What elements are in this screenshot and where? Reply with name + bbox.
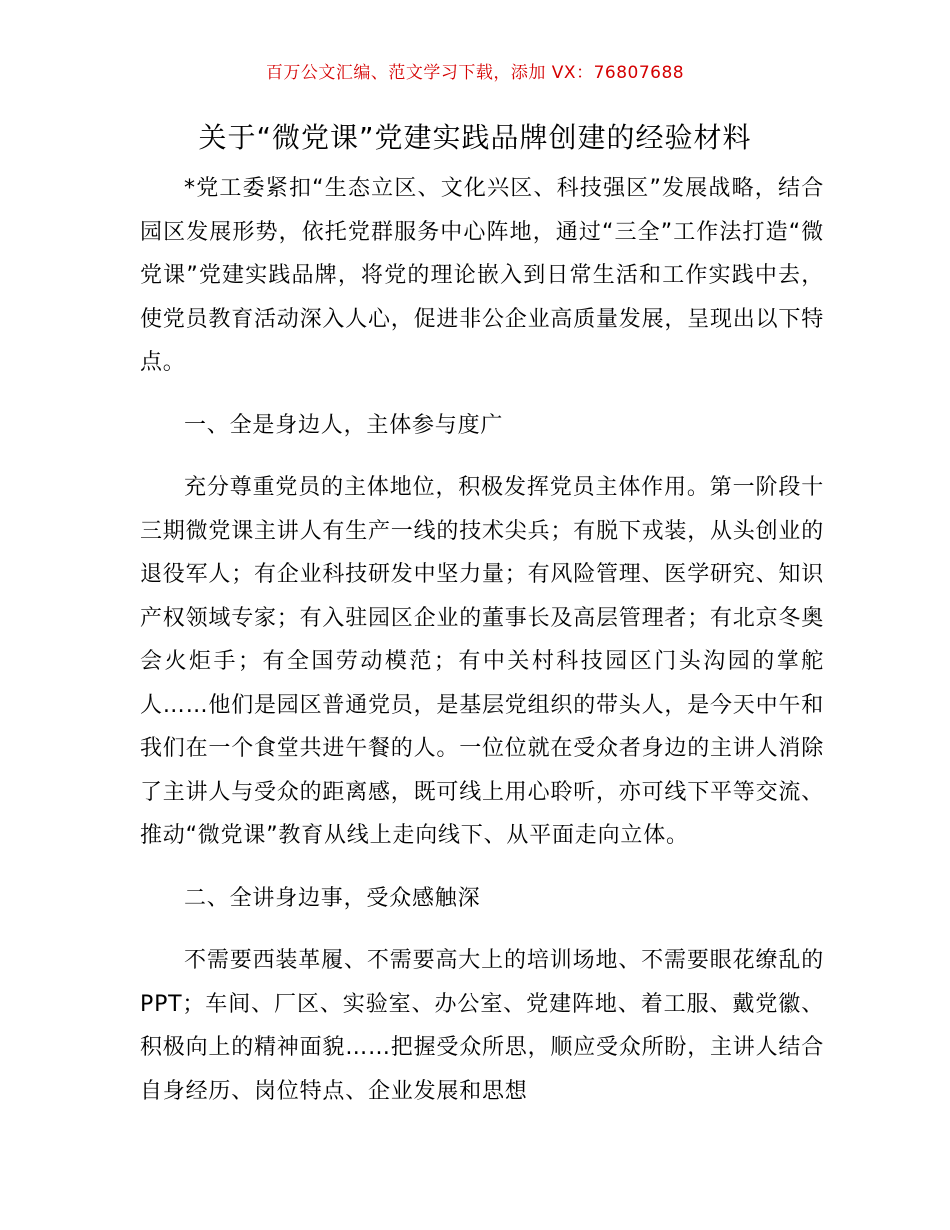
section-2-paragraph: 不需要西装革履、不需要高大上的培训场地、不需要眼花缭乱的 PPT；车间、厂区、实验室、办公室、党建阵地、着工服、戴党徽、积极向上的精神面貌……把握受众所思，顺应受众所盼，主讲人结合自身经历、岗位特点、企业发展和思想: [140, 948, 825, 1104]
section-heading-1: 一、全是身边人，主体参与度广: [184, 412, 504, 438]
document-body: [140, 167, 824, 1113]
section-1-paragraph: 充分尊重党员的主体地位，积极发挥党员主体作用。第一阶段十三期微党课主讲人有生产一线的技术尖兵；有脱下戎装，从头创业的退役军人；有企业科技研发中坚力量；有风险管理、医学研究、知识产权领域专家；有入驻园区企业的董事长及高层管理者；有北京冬奥会火炬手；有全国劳动模范；有中关村科技园区门头沟园的掌舵人……他们是园区普通党员，是基层党组织的带头人，是今天中午和我们在一个食堂共进午餐的人。一位位就在受众者身边的主讲人消除了主讲人与受众的距离感，既可线上用心聆听，亦可线下平等交流、推动“微党课”教育从线上走向线下、从平面走向立体。: [140, 475, 825, 848]
document-title: 关于“微党课”党建实践品牌创建的经验材料: [198, 121, 752, 154]
intro-paragraph: *党工委紧扣“生态立区、文化兴区、科技强区”发展战略，结合园区发展形势，依托党群服务中心阵地，通过“三全”工作法打造“微党课”党建实践品牌，将党的理论嵌入到日常生活和工作实践中去，使党员教育活动深入人心，促进非公企业高质量发展，呈现出以下特点。: [140, 176, 825, 375]
section-heading-2: 二、全讲身边事，受众感触深: [184, 885, 481, 911]
watermark-text: 百万公文汇编、范文学习下载，添加 VX：76807688: [265, 63, 685, 83]
